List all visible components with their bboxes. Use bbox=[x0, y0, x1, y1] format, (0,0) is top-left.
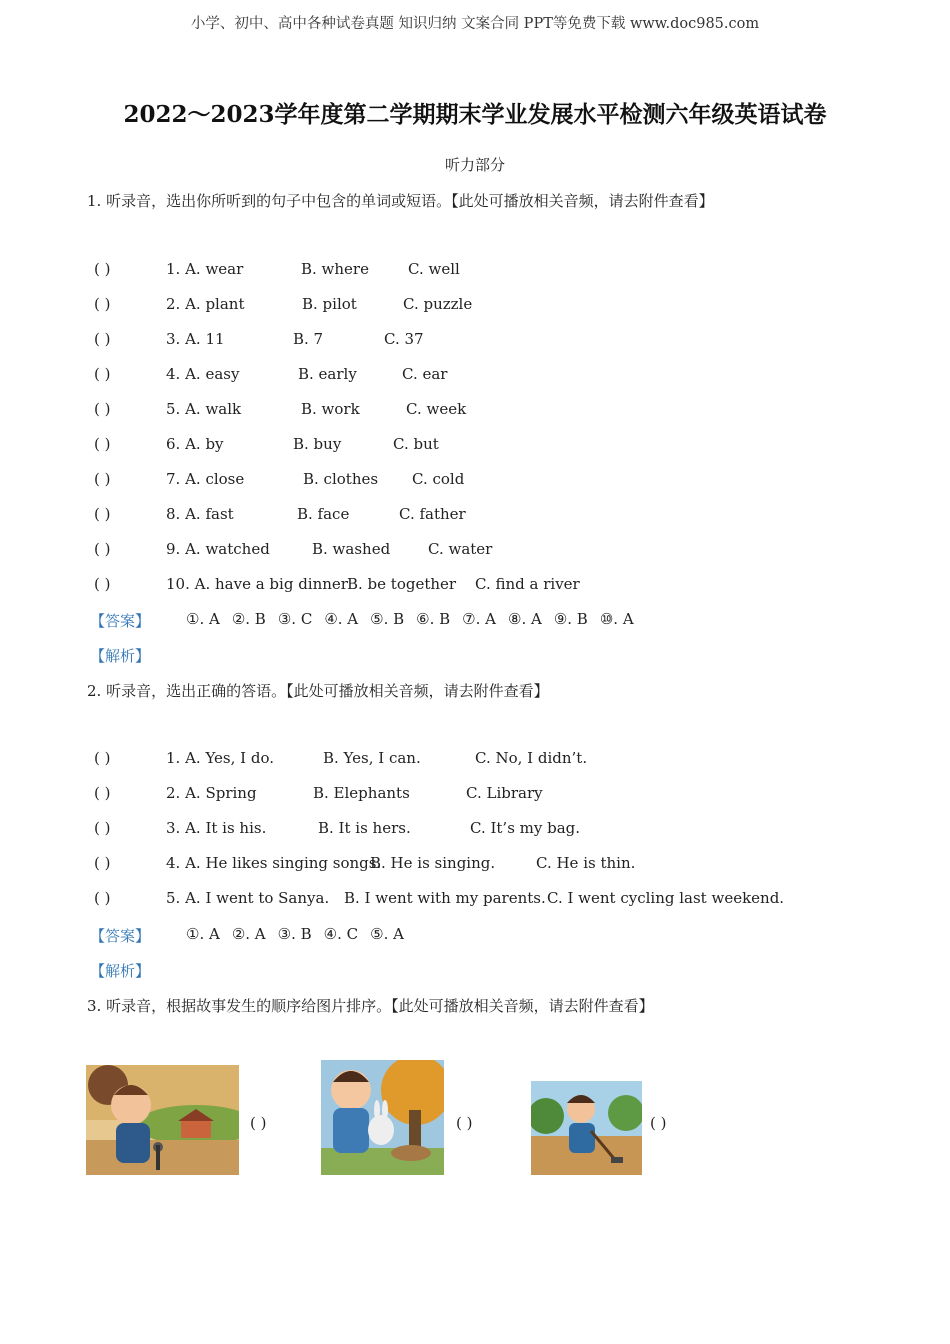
answer-value: ②. A bbox=[231, 925, 266, 943]
answer-blank[interactable]: ( ) bbox=[94, 575, 111, 593]
answer-blank[interactable]: ( ) bbox=[94, 749, 111, 767]
option-a: 9. A. watched bbox=[166, 540, 270, 558]
answer-label-2: 【答案】 bbox=[90, 927, 151, 945]
option-c: C. Library bbox=[466, 784, 543, 802]
option-c: C. It’s my bag. bbox=[470, 819, 581, 837]
answer-value: ⑤. A bbox=[370, 925, 404, 943]
option-a: 3. A. 11 bbox=[166, 330, 225, 348]
answer-label-1: 【答案】 bbox=[90, 612, 151, 630]
answer-blank[interactable]: ( ) bbox=[94, 854, 111, 872]
option-a: 7. A. close bbox=[166, 470, 245, 488]
answer-blank[interactable]: ( ) bbox=[94, 505, 111, 523]
option-b: B. pilot bbox=[302, 295, 357, 313]
option-a: 2. A. Spring bbox=[166, 784, 257, 802]
answer-value: ⑥. B bbox=[416, 610, 451, 628]
answer-blank[interactable]: ( ) bbox=[94, 330, 111, 348]
answer-value: ③. C bbox=[277, 610, 313, 628]
answer-value: ⑦. A bbox=[462, 610, 496, 628]
option-b: B. work bbox=[301, 400, 360, 418]
answer-value: ④. C bbox=[323, 925, 359, 943]
answer-value: ②. B bbox=[231, 610, 266, 628]
option-b: B. early bbox=[298, 365, 357, 383]
answer-value: ①. A bbox=[186, 610, 220, 628]
answer-value: ⑧. A bbox=[508, 610, 542, 628]
answer-value: ①. A bbox=[186, 925, 220, 943]
answer-value: ⑨. B bbox=[553, 610, 588, 628]
option-c: C. week bbox=[406, 400, 467, 418]
option-c: C. He is thin. bbox=[536, 854, 636, 872]
option-c: C. water bbox=[428, 540, 493, 558]
option-b: B. washed bbox=[312, 540, 391, 558]
option-a: 8. A. fast bbox=[166, 505, 234, 523]
question-1-prompt: 1. 听录音，选出你所听到的句子中包含的单词或短语。【此处可播放相关音频，请去附件查看】 bbox=[87, 192, 714, 210]
answer-blank[interactable]: ( ) bbox=[94, 365, 111, 383]
answers-2 bbox=[186, 925, 416, 943]
option-a: 4. A. easy bbox=[166, 365, 240, 383]
analysis-label-2: 【解析】 bbox=[90, 962, 151, 980]
answer-blank[interactable]: ( ) bbox=[94, 819, 111, 837]
option-b: B. Yes, I can. bbox=[323, 749, 421, 767]
order-blank-1[interactable]: ( ) bbox=[250, 1114, 267, 1132]
option-b: B. Elephants bbox=[313, 784, 410, 802]
option-b: B. where bbox=[301, 260, 369, 278]
question-3-prompt: 3. 听录音，根据故事发生的顺序给图片排序。【此处可播放相关音频，请去附件查看】 bbox=[87, 997, 654, 1015]
exam-title: 2022～2023学年度第二学期期末学业发展水平检测六年级英语试卷 bbox=[123, 101, 827, 128]
story-picture-2 bbox=[321, 1060, 444, 1175]
option-a: 6. A. by bbox=[166, 435, 224, 453]
order-blank-2[interactable]: ( ) bbox=[456, 1114, 473, 1132]
answer-blank[interactable]: ( ) bbox=[94, 435, 111, 453]
option-c: C. cold bbox=[412, 470, 465, 488]
question-2-prompt: 2. 听录音，选出正确的答语。【此处可播放相关音频，请去附件查看】 bbox=[87, 682, 549, 700]
answer-blank[interactable]: ( ) bbox=[94, 295, 111, 313]
option-b: B. buy bbox=[293, 435, 342, 453]
option-c: C. father bbox=[399, 505, 466, 523]
answer-blank[interactable]: ( ) bbox=[94, 784, 111, 802]
option-a: 10. A. have a big dinner bbox=[166, 575, 348, 593]
option-b: B. He is singing. bbox=[370, 854, 496, 872]
option-b: B. I went with my parents. bbox=[344, 889, 546, 907]
answer-value: ③. B bbox=[277, 925, 312, 943]
option-a: 3. A. It is his. bbox=[166, 819, 267, 837]
answer-blank[interactable]: ( ) bbox=[94, 540, 111, 558]
section-title: 听力部分 bbox=[444, 156, 505, 174]
story-picture-3 bbox=[531, 1081, 642, 1175]
option-c: C. No, I didn’t. bbox=[475, 749, 588, 767]
option-c: C. I went cycling last weekend. bbox=[547, 889, 785, 907]
analysis-label-1: 【解析】 bbox=[90, 647, 151, 665]
option-a: 5. A. I went to Sanya. bbox=[166, 889, 330, 907]
option-a: 1. A. Yes, I do. bbox=[166, 749, 274, 767]
story-picture-1 bbox=[86, 1065, 239, 1175]
option-a: 2. A. plant bbox=[166, 295, 245, 313]
option-c: C. find a river bbox=[475, 575, 580, 593]
option-b: B. 7 bbox=[293, 330, 324, 348]
answer-value: ⑤. B bbox=[370, 610, 405, 628]
answers-1 bbox=[186, 610, 646, 628]
option-a: 1. A. wear bbox=[166, 260, 244, 278]
option-a: 4. A. He likes singing songs. bbox=[166, 854, 382, 872]
option-b: B. face bbox=[297, 505, 350, 523]
answer-blank[interactable]: ( ) bbox=[94, 889, 111, 907]
option-c: C. but bbox=[393, 435, 439, 453]
answer-blank[interactable]: ( ) bbox=[94, 470, 111, 488]
option-c: C. ear bbox=[402, 365, 448, 383]
option-b: B. be together bbox=[347, 575, 457, 593]
option-c: C. puzzle bbox=[403, 295, 473, 313]
answer-value: ④. A bbox=[324, 610, 359, 628]
option-c: C. 37 bbox=[384, 330, 424, 348]
answer-blank[interactable]: ( ) bbox=[94, 260, 111, 278]
option-b: B. It is hers. bbox=[318, 819, 411, 837]
option-a: 5. A. walk bbox=[166, 400, 242, 418]
option-b: B. clothes bbox=[303, 470, 379, 488]
order-blank-3[interactable]: ( ) bbox=[650, 1114, 667, 1132]
answer-value: ⑩. A bbox=[599, 610, 634, 628]
option-c: C. well bbox=[408, 260, 460, 278]
page-header: 小学、初中、高中各种试卷真题 知识归纳 文案合同 PPT等免费下载 www.doc985.com bbox=[190, 16, 760, 32]
answer-blank[interactable]: ( ) bbox=[94, 400, 111, 418]
